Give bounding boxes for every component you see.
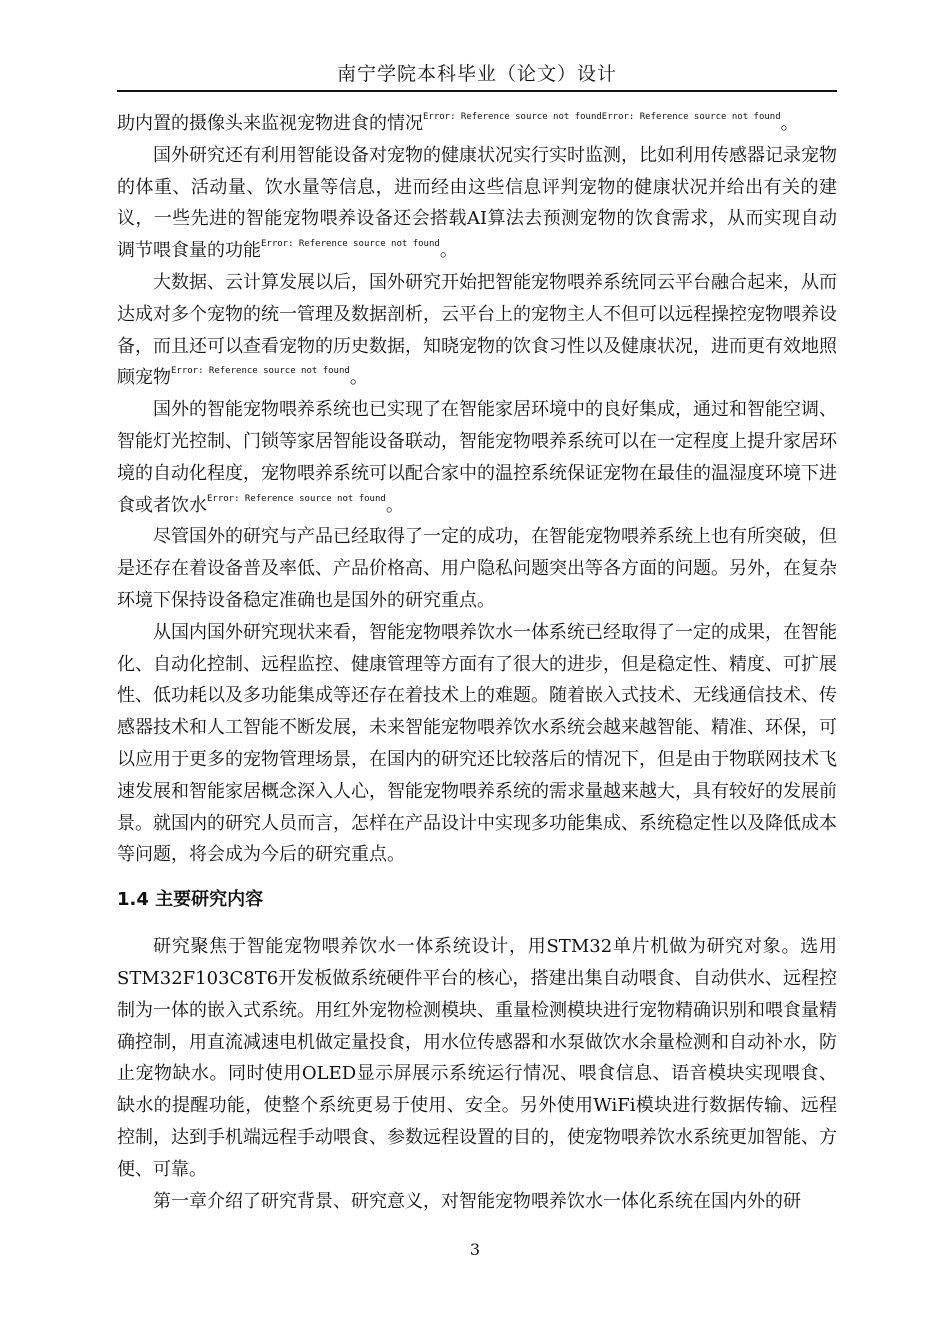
page-header: 南宁学院本科毕业（论文）设计 <box>336 63 617 85</box>
paragraph <box>117 108 837 140</box>
reference-error: Error: Reference source not found <box>207 493 386 504</box>
paragraph-text: 助内置的摄像头来监视宠物进食的情况 <box>117 113 423 134</box>
paragraph-text: 国外研究还有利用智能设备对宠物的健康状况实行实时监测，比如利用传感器记录宠物的体重、活动量、饮水量等信息，进而经由这些信息评判宠物的健康状况并给出有关的建议，一些先进的智能宠物喂养设备还会搭载AI算法去预测宠物的饮食需求，从而实现自动调节喂食量的功能 <box>117 144 837 262</box>
header-rule <box>117 90 837 92</box>
paragraph-text: 国外的智能宠物喂养系统也已实现了在智能家居环境中的良好集成，通过和智能空调、智能灯光控制、门锁等家居智能设备联动，智能宠物喂养系统可以在一定程度上提升家居环境的自动化程度，宠物喂养系统可以配合家中的温控系统保证宠物在最佳的温湿度环境下进食或者饮水 <box>117 399 837 516</box>
reference-error: Error: Reference source not foundError: Reference source not found <box>423 112 781 122</box>
paragraph: 研究聚焦于智能宠物喂养饮水一体系统设计，用STM32单片机做为研究对象。选用STM32F103C8T6开发板做系统硬件平台的核心，搭建出集自动喂食、自动供水、远程控制为一体的嵌入式系统。用红外宠物检测模块、重量检测模块进行宠物精确识别和喂食量精确控制，用直流减速电机做定量投食，用水位传感器和水泵做饮水余量检测和自动补水，防止宠物缺水。同时使用OLED显示屏展示系统运行情况、喂食信息、语音模块实现喂食、缺水的提醒功能，使整个系统更易于使用、安全。另外使用WiFi模块进行数据传输、远程控制，达到手机端远程手动喂食、参数远程设置的目的，使宠物喂养饮水系统更加智能、方便、可靠。 <box>117 936 837 1180</box>
paragraph-end: 。 <box>780 113 799 134</box>
reference-error: Error: Reference source not found <box>171 366 350 377</box>
paragraph: 从国内国外研究现状来看，智能宠物喂养饮水一体系统已经取得了一定的成果，在智能化、自动化控制、远程监控、健康管理等方面有了很大的进步，但是稳定性、精度、可扩展性、低功耗以及多功能集成等还存在着技术上的难题。随着嵌入式技术、无线通信技术、传感器技术和人工智能不断发展，未来智能宠物喂养饮水系统会越来越智能、精准、环保，可以应用于更多的宠物管理场景，在国内的研究还比较落后的情况下，但是由于物联网技术飞速发展和智能家居概念深入人心，智能宠物喂养系统的需求量越来越大，具有较好的发展前景。就国内的研究人员而言，怎样在产品设计中实现多功能集成、系统稳定性以及降低成本等问题，将会成为今后的研究重点。 <box>117 621 837 866</box>
paragraph-end: 。 <box>349 367 368 389</box>
section-heading: 1.4 主要研究内容 <box>117 889 264 911</box>
paragraph-end: 。 <box>385 494 404 516</box>
paragraph <box>117 140 837 267</box>
reference-error: Error: Reference source not found <box>261 239 440 250</box>
page-number: 3 <box>469 1240 481 1259</box>
paragraph <box>117 394 837 521</box>
paragraph-end: 。 <box>439 240 458 262</box>
paragraph <box>117 267 837 394</box>
paragraph-text: 大数据、云计算发展以后，国外研究开始把智能宠物喂养系统同云平台融合起来，从而达成对多个宠物的统一管理及数据剖析，云平台上的宠物主人不但可以远程操控宠物喂养设备，而且还可以查看宠物的历史数据，知晓宠物的饮食习性以及健康状况，进而更有效地照顾宠物 <box>117 271 837 389</box>
paragraph: 尽管国外的研究与产品已经取得了一定的成功，在智能宠物喂养系统上也有所突破，但是还存在着设备普及率低、产品价格高、用户隐私问题突出等各方面的问题。另外，在复杂环境下保持设备稳定准确也是国外的研究重点。 <box>117 526 837 611</box>
paragraph: 第一章介绍了研究背景、研究意义，对智能宠物喂养饮水一体化系统在国内外的研 <box>153 1190 801 1212</box>
document-body <box>117 108 837 1217</box>
